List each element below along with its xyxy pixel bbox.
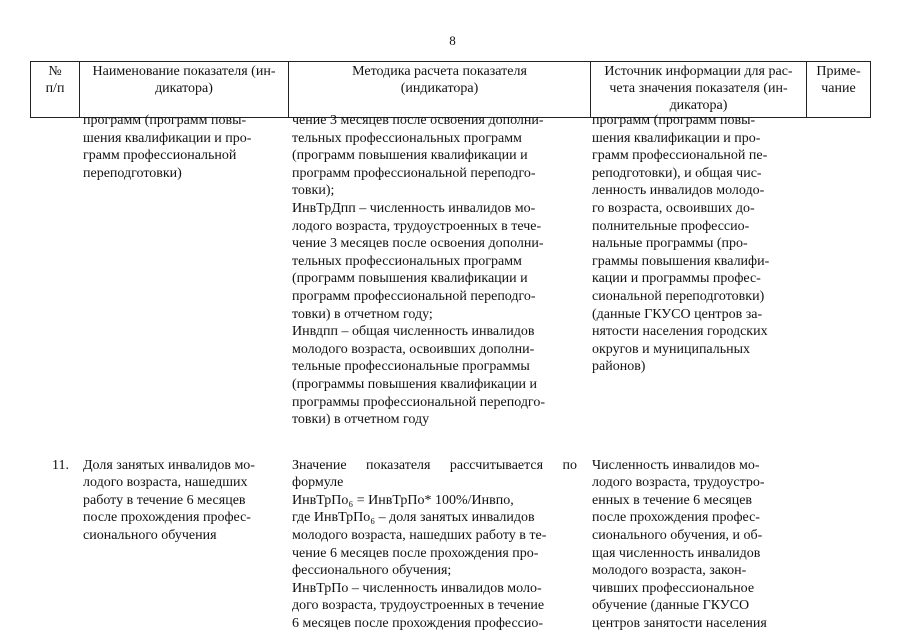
text-line: 6 месяцев после прохождения профессио- (292, 616, 544, 632)
text-line: Значение показателя рассчитывается по (292, 457, 577, 473)
text-line: сиональной переподготовки) (592, 288, 765, 304)
text-line: реподготовки), и общая чис- (592, 165, 762, 181)
note-cell (802, 112, 865, 429)
header-method (289, 62, 591, 118)
header-note (807, 62, 871, 118)
header-text: п/п (45, 81, 65, 96)
calculation-method (286, 457, 587, 633)
text-line: лодого возраста, нашедших (83, 475, 248, 491)
text-line: обучение (данные ГКУСО (592, 598, 750, 614)
text-line: Инвдпп – общая численность инвалидов (292, 324, 535, 340)
row-number: 11. (52, 457, 69, 473)
text-line: сионального обучения, и об- (592, 528, 763, 544)
header-text: Наименование показателя (ин- (92, 64, 276, 79)
text-line: полнительные профессио- (592, 218, 750, 234)
indicator-name (78, 457, 286, 633)
text-line: нятости населения городских (592, 324, 768, 340)
text-line: кации и программы профес- (592, 271, 761, 287)
text-line: грамм профессиональной (83, 148, 237, 164)
text-line: программ профессиональной переподго- (292, 288, 536, 304)
formula: ИнвТрПо₆ = ИнвТрПо* 100%/Инвпо, (292, 492, 514, 508)
row-spacer (30, 429, 880, 457)
text-line: Доля занятых инвалидов мо- (83, 457, 255, 473)
text-line: чение 3 месяцев после освоения дополни- (292, 236, 544, 252)
text-line: шения квалификации и про- (592, 130, 761, 146)
text-line: чение 3 месяцев после освоения дополни- (292, 113, 544, 128)
header-text: чание (821, 81, 856, 96)
text-line: переподготовки) (83, 165, 182, 181)
text-line: ленность инвалидов молодо- (592, 183, 765, 199)
text-line: (данные ГКУСО центров за- (592, 306, 763, 322)
text-line: ИнвТрДпп – численность инвалидов мо- (292, 200, 536, 216)
text-line: чение 6 месяцев после прохождения про- (292, 545, 539, 561)
calculation-method (286, 112, 587, 429)
text-line: после прохождения профес- (592, 510, 760, 526)
text-line: тельных профессиональных программ (292, 253, 522, 269)
text-line: грамм профессиональной пе- (592, 148, 768, 164)
text-line: где ИнвТрПо₆ – доля занятых инвалидов (292, 510, 535, 526)
text-line: молодого возраста, закон- (592, 563, 747, 579)
table-body (30, 112, 880, 633)
text-line: чивших профессиональное (592, 580, 755, 596)
header-text: № (48, 64, 62, 79)
text-line: программ (программ повы- (592, 113, 756, 128)
text-line: товки) в отчетном году; (292, 306, 433, 322)
text-line: щая численность инвалидов (592, 545, 761, 561)
text-line: округов и муниципальных (592, 341, 751, 357)
text-line: го возраста, освоивших до- (592, 200, 755, 216)
text-line: (программ повышения квалификации и (292, 271, 528, 287)
text-line: тельных профессиональных программ (292, 130, 522, 146)
information-source (587, 112, 802, 429)
text-line: дого возраста, трудоустроенных в течение (292, 598, 545, 614)
header-row (31, 62, 871, 118)
header-text: Источник информации для рас- (604, 64, 793, 79)
text-line: енных в течение 6 месяцев (592, 492, 753, 508)
text-line: программы профессиональной переподго- (292, 394, 545, 410)
text-line: (программ повышения квалификации и (292, 148, 528, 164)
text-line: граммы повышения квалифи- (592, 253, 770, 269)
text-line: районов) (592, 359, 646, 375)
text-line: (программы повышения квалификации и (292, 376, 538, 392)
row-number (30, 112, 78, 429)
text-line: товки) в отчетном году (292, 412, 430, 428)
text-line: сионального обучения (83, 528, 217, 544)
table-row-11 (30, 457, 880, 633)
header-text: Методика расчета показателя (352, 64, 527, 79)
text-line: программ профессиональной переподго- (292, 165, 536, 181)
text-line: после прохождения профес- (83, 510, 251, 526)
header-text: (индикатора) (400, 81, 479, 96)
page-number: 8 (449, 33, 456, 48)
header-text: дикатора) (155, 81, 213, 96)
table-row-continued (30, 112, 880, 429)
header-source (591, 62, 807, 118)
text-line: фессионального обучения; (292, 563, 452, 579)
header-num (31, 62, 80, 118)
text-line: ИнвТрПо – численность инвалидов моло- (292, 580, 542, 596)
text-line: молодого возраста, нашедших работу в те- (292, 528, 547, 544)
header-name (80, 62, 289, 118)
text-line: работу в течение 6 месяцев (83, 492, 246, 508)
text-line: центров занятости населения (592, 616, 767, 632)
text-line: лодого возраста, трудоустроенных в тече- (292, 218, 542, 234)
text-line: нальные программы (про- (592, 236, 748, 252)
text-line: формуле (292, 475, 344, 491)
note-cell (802, 457, 865, 633)
indicator-name (78, 112, 286, 429)
text-line: программ (программ повы- (83, 113, 247, 128)
header-text: Приме- (816, 64, 861, 79)
header-text: дикатора) (669, 98, 728, 113)
text-line: молодого возраста, освоивших дополни- (292, 341, 535, 357)
information-source (587, 457, 802, 633)
text-line: тельные профессиональные программы (292, 359, 530, 375)
table-header (30, 61, 871, 118)
text-line: товки); (292, 183, 335, 199)
header-text: чета значения показателя (ин- (609, 81, 788, 96)
text-line: Численность инвалидов мо- (592, 457, 760, 473)
text-line: лодого возраста, трудоустро- (592, 475, 765, 491)
text-line: шения квалификации и про- (83, 130, 252, 146)
